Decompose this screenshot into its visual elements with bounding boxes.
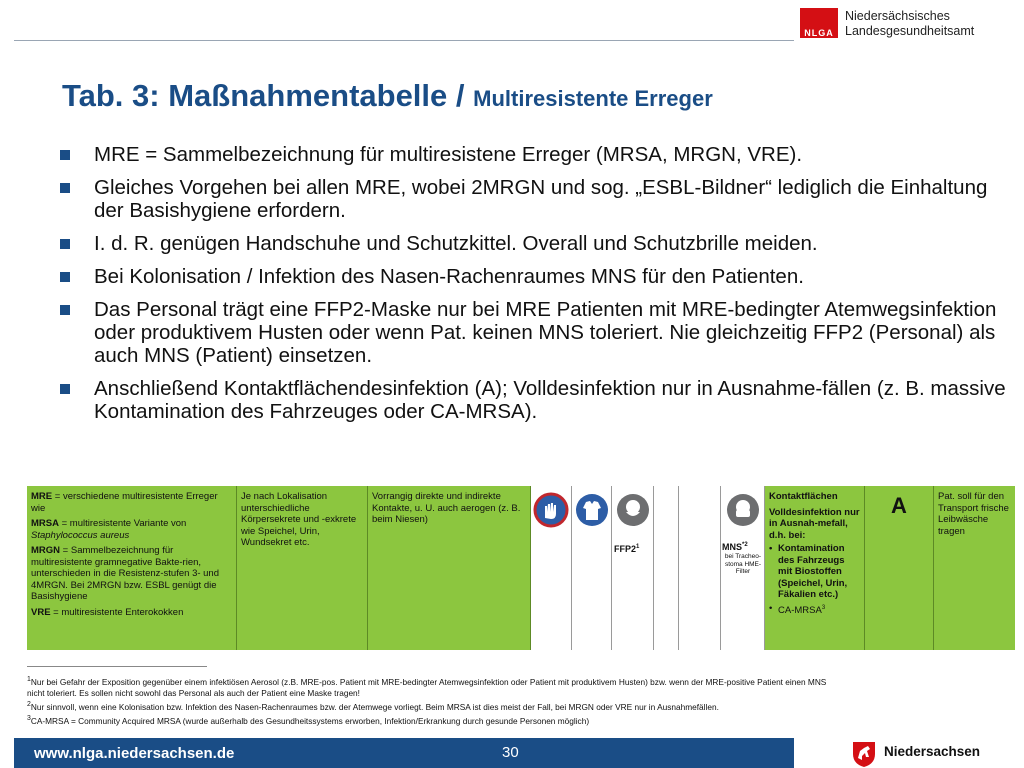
bullet-square-icon [60,305,70,315]
footer-bar [14,738,794,768]
ffp2-mask-icon [615,492,651,528]
bullet-item: Das Personal trägt eine FFP2-Maske nur bei MRE Patienten mit MRE-bedingter Atemwegsinfektion oder produktivem Husten oder wenn Pat. keinen MNS toleriert. Nie gleichzeitig FFP2 (Personal) als auch MNS (Patient) einsetzen. [58,298,1008,367]
bullet-square-icon [60,183,70,193]
header-rule [14,40,794,41]
ffp2-label: $FFP2^1$ [614,544,640,554]
mns-note: bei Tracheo-stoma HME-Filter [724,553,762,575]
logo-line1: Niedersächsisches [845,9,950,23]
title-main: Tab. 3: Maßnahmentabelle / [62,78,474,113]
bullet-dot-icon: • [769,543,773,554]
table-cell-gloves [531,486,572,650]
footnote: nicht toleriert. Es sollen nicht sowohl das Personal als auch der Patient eine Maske tragen! [27,687,360,698]
table-cell-empty [679,486,721,650]
table-cell-disinfection: Kontaktflächen Volldesinfektion nur in Ausnah-mefall, d.h. bei: • Kontamination des Fahrzeugs mit Biostoffen (Speichel, Urin, Fäkalien etc.) • CA-MRSA$^3$ [765,486,865,650]
table-cell-empty [654,486,679,650]
bullet-square-icon [60,384,70,394]
measures-table [27,486,1015,650]
table-cell-pathogens: MRE = verschiedene multiresistente Erreger wie MRSA = multiresistente Variante von Staphylococcus aureus MRGN = Sammelbezeichnung für multiresistente gramnegative Bakte-rien, unterschieden in die Resistenz-stufen 3- und 4MRGN. Bei 2MRGN bzw. ESBL genügt die Basishygiene VRE = multiresistente Enterokokken [27,486,237,650]
bullet-list [58,143,1008,433]
gloves-icon [533,492,569,528]
table-cell-patient-clothing: Pat. soll für den Transport frische Leibwäsche tragen [934,486,1015,650]
bullet-item: Bei Kolonisation / Infektion des Nasen-Rachenraumes MNS für den Patienten. [58,265,1008,288]
bullet-square-icon [60,239,70,249]
footnote-rule [27,666,207,667]
footer-url[interactable]: www.nlga.niedersachsen.de [34,745,235,762]
bullet-item: MRE = Sammelbezeichnung für multiresistene Erreger (MRSA, MRGN, VRE). [58,143,1008,166]
logo-abbr: NLGA [800,28,838,38]
table-cell-secretions: Je nach Lokalisation unterschiedliche Körpersekrete und -exkrete wie Speichel, Urin, Wundsekret etc. [237,486,368,650]
footnote: $^3$CA-MRSA = Community Acquired MRSA (wurde außerhalb des Gesundheitssystems erworben, Infektion/Erkrankung durch gesunde Personen möglich) [27,715,590,726]
bullet-item: Anschließend Kontaktflächendesinfektion (A); Volldesinfektion nur in Ausnahme-fällen (z. B. massive Kontamination des Fahrzeuges oder CA-MRSA). [58,377,1008,423]
bullet-square-icon [60,272,70,282]
horse-crest-icon [850,740,878,768]
niedersachsen-label: Niedersachsen [884,744,981,759]
nlga-logo-mark [800,8,838,38]
footnote: $^2$Nur sinnvoll, wenn eine Kolonisation bzw. Infektion des Nasen-Rachenraumes bzw. der Atemwege vorliegt. Beim MRSA ist dies meist der Fall, bei MRGN oder VRE nur in Ausnahmefällen. [27,701,719,712]
nlga-logo [800,8,1006,38]
mns-label: MNS$^{*2}$ [722,542,748,552]
protective-gown-icon [574,492,610,528]
bullet-square-icon [60,150,70,160]
table-cell-mns [721,486,765,650]
bullet-item: I. d. R. genügen Handschuhe und Schutzkittel. Overall und Schutzbrille meiden. [58,232,1008,255]
bullet-dot-icon: • [769,602,773,614]
surgical-mask-icon [725,492,761,528]
table-cell-transmission: Vorrangig direkte und indirekte Kontakte, u. U. auch aerogen (z. B. beim Niesen) [368,486,531,650]
bullet-item: Gleiches Vorgehen bei allen MRE, wobei 2MRGN und sog. „ESBL-Bildner“ lediglich die Einhaltung der Basishygiene erfordern. [58,176,1008,222]
page-title [62,78,713,114]
table-cell-category-a: A [865,486,934,650]
title-sub: Multiresistente Erreger [473,86,713,111]
table-cell-ffp2 [612,486,654,650]
page-number: 30 [502,744,519,761]
table-cell-gown [572,486,612,650]
footnote: $^1$Nur bei Gefahr der Exposition gegenüber einem infektiösen Aerosol (z.B. MRE-pos. Patient mit MRE-bedingter Atemwegsinfektion oder Patient mit produktivem Husten) bzw. wenn der MRE-positive Patient einen MNS [27,676,827,687]
logo-line2: Landesgesundheitsamt [845,24,975,38]
